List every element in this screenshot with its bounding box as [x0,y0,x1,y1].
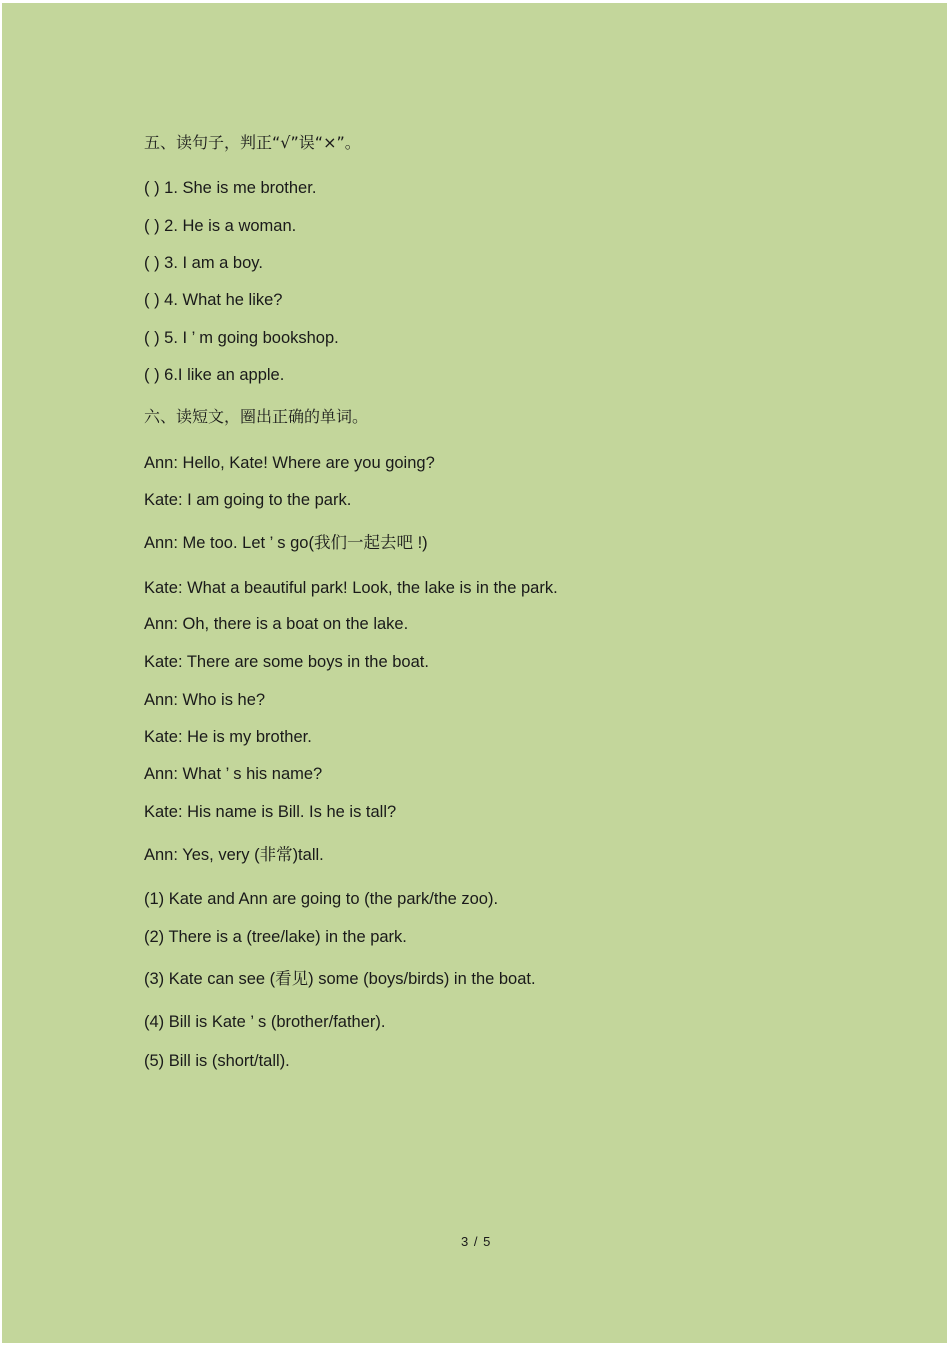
section6-title: 六、读短文，圈出正确的单词。 [144,407,369,426]
dialogue-line-7: Ann: Who is he? [144,691,266,709]
dialogue-line-4: Kate: What a beautiful park! Look, the lake is in the park. [144,579,558,597]
section5-item-3: ( ) 3. I am a boy. [144,254,263,272]
document-page [2,3,947,1343]
question-5: (5) Bill is (short/tall). [144,1052,290,1070]
question-2: (2) There is a (tree/lake) in the park. [144,928,407,946]
page-number: 3 / 5 [461,1234,492,1249]
section5-item-5: ( ) 5. I ’ m going bookshop. [144,329,339,347]
dialogue-line-5: Ann: Oh, there is a boat on the lake. [144,615,409,633]
dialogue-line-1: Ann: Hello, Kate! Where are you going? [144,454,435,472]
section5-item-4: ( ) 4. What he like? [144,291,283,309]
section5-title: 五、读句子，判正“√”误“×”。 [144,133,361,152]
section5-item-2: ( ) 2. He is a woman. [144,217,297,235]
dialogue-line-3: Ann: Me too. Let ’ s go(我们一起去吧 !) [144,534,428,552]
dialogue-line-11: Ann: Yes, very (非常)tall. [144,846,324,864]
section5-item-6: ( ) 6.I like an apple. [144,366,285,384]
section5-item-1: ( ) 1. She is me brother. [144,179,317,197]
question-3: (3) Kate can see (看见) some (boys/birds) in the boat. [144,970,536,988]
dialogue-line-2: Kate: I am going to the park. [144,491,352,509]
dialogue-line-8: Kate: He is my brother. [144,728,312,746]
dialogue-line-9: Ann: What ’ s his name? [144,765,323,783]
dialogue-line-6: Kate: There are some boys in the boat. [144,653,429,671]
question-4: (4) Bill is Kate ’ s (brother/father). [144,1013,386,1031]
dialogue-line-10: Kate: His name is Bill. Is he is tall? [144,803,397,821]
question-1: (1) Kate and Ann are going to (the park/the zoo). [144,890,499,908]
